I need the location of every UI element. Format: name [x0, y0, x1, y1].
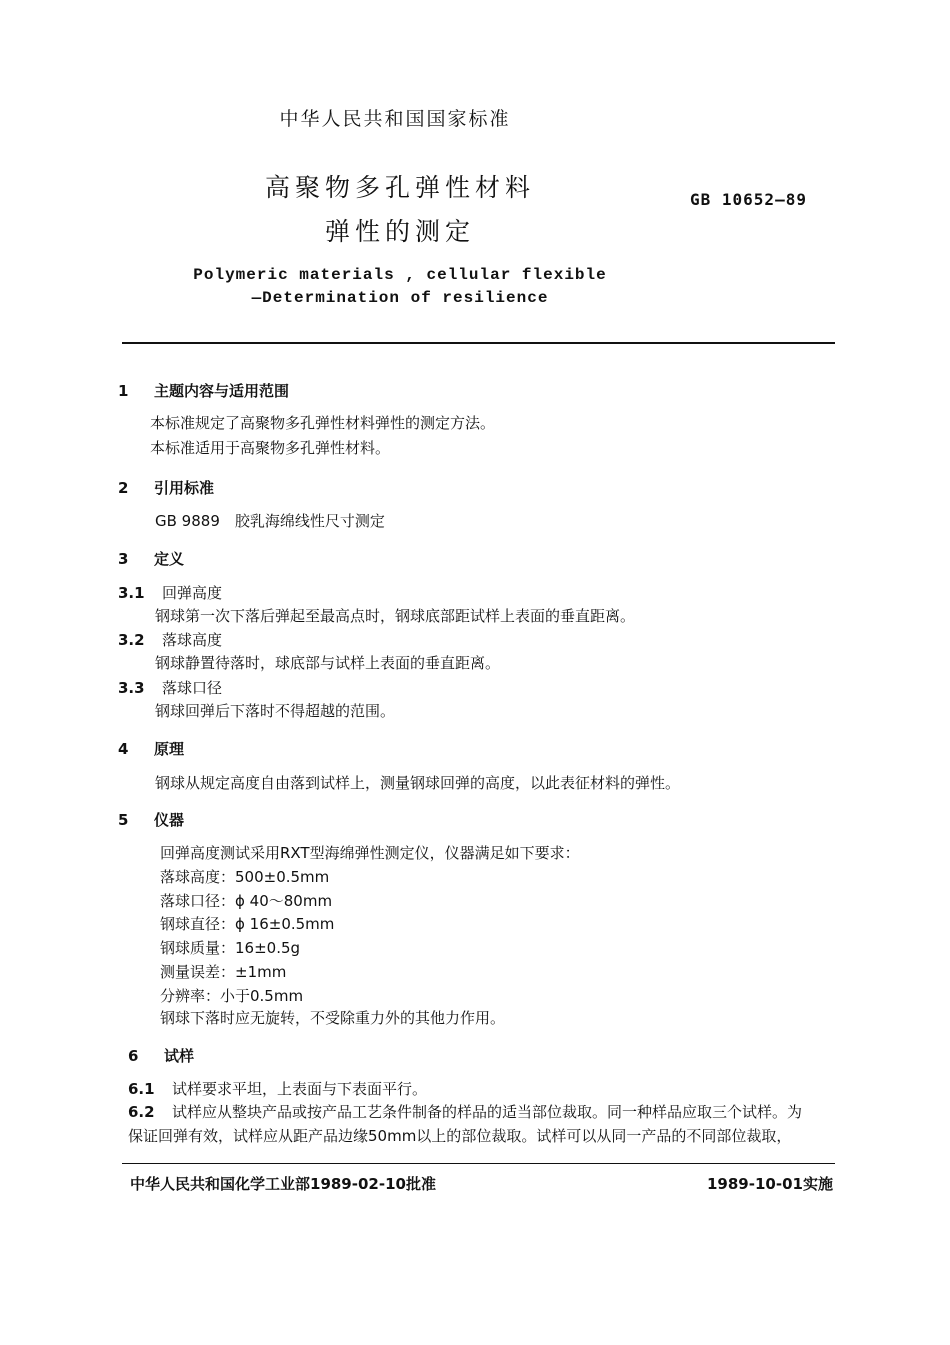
section-3-heading [118, 548, 184, 569]
clause-number: 6.1 [128, 1080, 155, 1098]
section-5-para-1: 回弹高度测试采用RXT型海绵弹性测定仪，仪器满足如下要求： [160, 844, 580, 862]
clause-6-2 [128, 1101, 802, 1122]
definition-3-1-term [118, 582, 222, 603]
spec-ball-mass: 钢球质量：16±0.5g [160, 939, 301, 957]
definition-3-1-text: 钢球第一次下落后弹起至最高点时，钢球底部距试样上表面的垂直距离。 [155, 607, 636, 625]
section-1-para-1: 本标准规定了高聚物多孔弹性材料弹性的测定方法。 [150, 414, 496, 432]
section-title: 仪器 [154, 811, 185, 829]
term: 落球高度 [162, 631, 223, 649]
section-2-para-1: GB 9889 胶乳海绵线性尺寸测定 [155, 512, 385, 530]
definition-3-3-text: 钢球回弹后下落时不得超越的范围。 [155, 702, 396, 720]
spec-drop-height: 落球高度：500±0.5mm [160, 868, 330, 886]
clause-number: 3.1 [118, 584, 145, 602]
definition-3-2-text: 钢球静置待落时，球底部与试样上表面的垂直距离。 [155, 654, 501, 672]
issuer-header: 中华人民共和国国家标准 [279, 108, 511, 130]
section-5-heading [118, 809, 184, 830]
section-4-para-1: 钢球从规定高度自由落到试样上，测量钢球回弹的高度，以此表征材料的弹性。 [155, 774, 681, 792]
standard-code: GB 10652—89 [690, 190, 807, 209]
footer-divider [122, 1163, 835, 1164]
section-title: 主题内容与适用范围 [154, 382, 290, 400]
definition-3-2-term [118, 629, 222, 650]
section-6-heading [128, 1045, 194, 1066]
clause-text: 试样要求平坦，上表面与下表面平行。 [172, 1080, 428, 1098]
section-title: 引用标准 [154, 479, 215, 497]
spec-ball-diameter: 钢球直径：ϕ 16±0.5mm [160, 915, 335, 933]
footer-approval: 中华人民共和国化学工业部1989-02-10批准 [130, 1175, 436, 1193]
clause-number: 6.2 [128, 1103, 155, 1121]
section-title: 试样 [164, 1047, 195, 1065]
section-number: 2 [118, 479, 129, 497]
term: 回弹高度 [162, 584, 223, 602]
clause-number: 3.3 [118, 679, 145, 697]
title-en-line2: —Determination of resilience [251, 289, 549, 307]
section-title: 原理 [154, 740, 185, 758]
clause-6-1 [128, 1078, 427, 1099]
section-title: 定义 [154, 550, 185, 568]
header-divider [122, 342, 835, 344]
title-cn-line2: 弹性的测定 [324, 217, 475, 246]
definition-3-3-term [118, 677, 222, 698]
spec-drop-aperture: 落球口径：ϕ 40～80mm [160, 892, 333, 910]
clause-text: 试样应从整块产品或按产品工艺条件制备的样品的适当部位裁取。同一种样品应取三个试样。为 [172, 1103, 803, 1121]
title-en-line1: Polymeric materials , cellular flexible [193, 266, 607, 284]
clause-6-2-continued: 保证回弹有效，试样应从距产品边缘50mm以上的部位裁取。试样可以从同一产品的不同部位裁取， [128, 1127, 792, 1145]
section-4-heading [118, 738, 184, 759]
footer-effective-date: 1989-10-01实施 [707, 1175, 833, 1193]
title-cn-line1: 高聚物多孔弹性材料 [264, 173, 535, 202]
section-number: 3 [118, 550, 129, 568]
term: 落球口径 [162, 679, 223, 697]
section-number: 6 [128, 1047, 139, 1065]
section-2-heading [118, 477, 214, 498]
spec-resolution: 分辨率：小于0.5mm [160, 987, 304, 1005]
section-1-heading [118, 380, 289, 401]
clause-number: 3.2 [118, 631, 145, 649]
section-number: 4 [118, 740, 129, 758]
spec-no-rotation: 钢球下落时应无旋转，不受除重力外的其他力作用。 [160, 1009, 506, 1027]
section-number: 5 [118, 811, 129, 829]
section-number: 1 [118, 382, 129, 400]
spec-measurement-error: 测量误差：±1mm [160, 963, 287, 981]
section-1-para-2: 本标准适用于高聚物多孔弹性材料。 [150, 439, 391, 457]
